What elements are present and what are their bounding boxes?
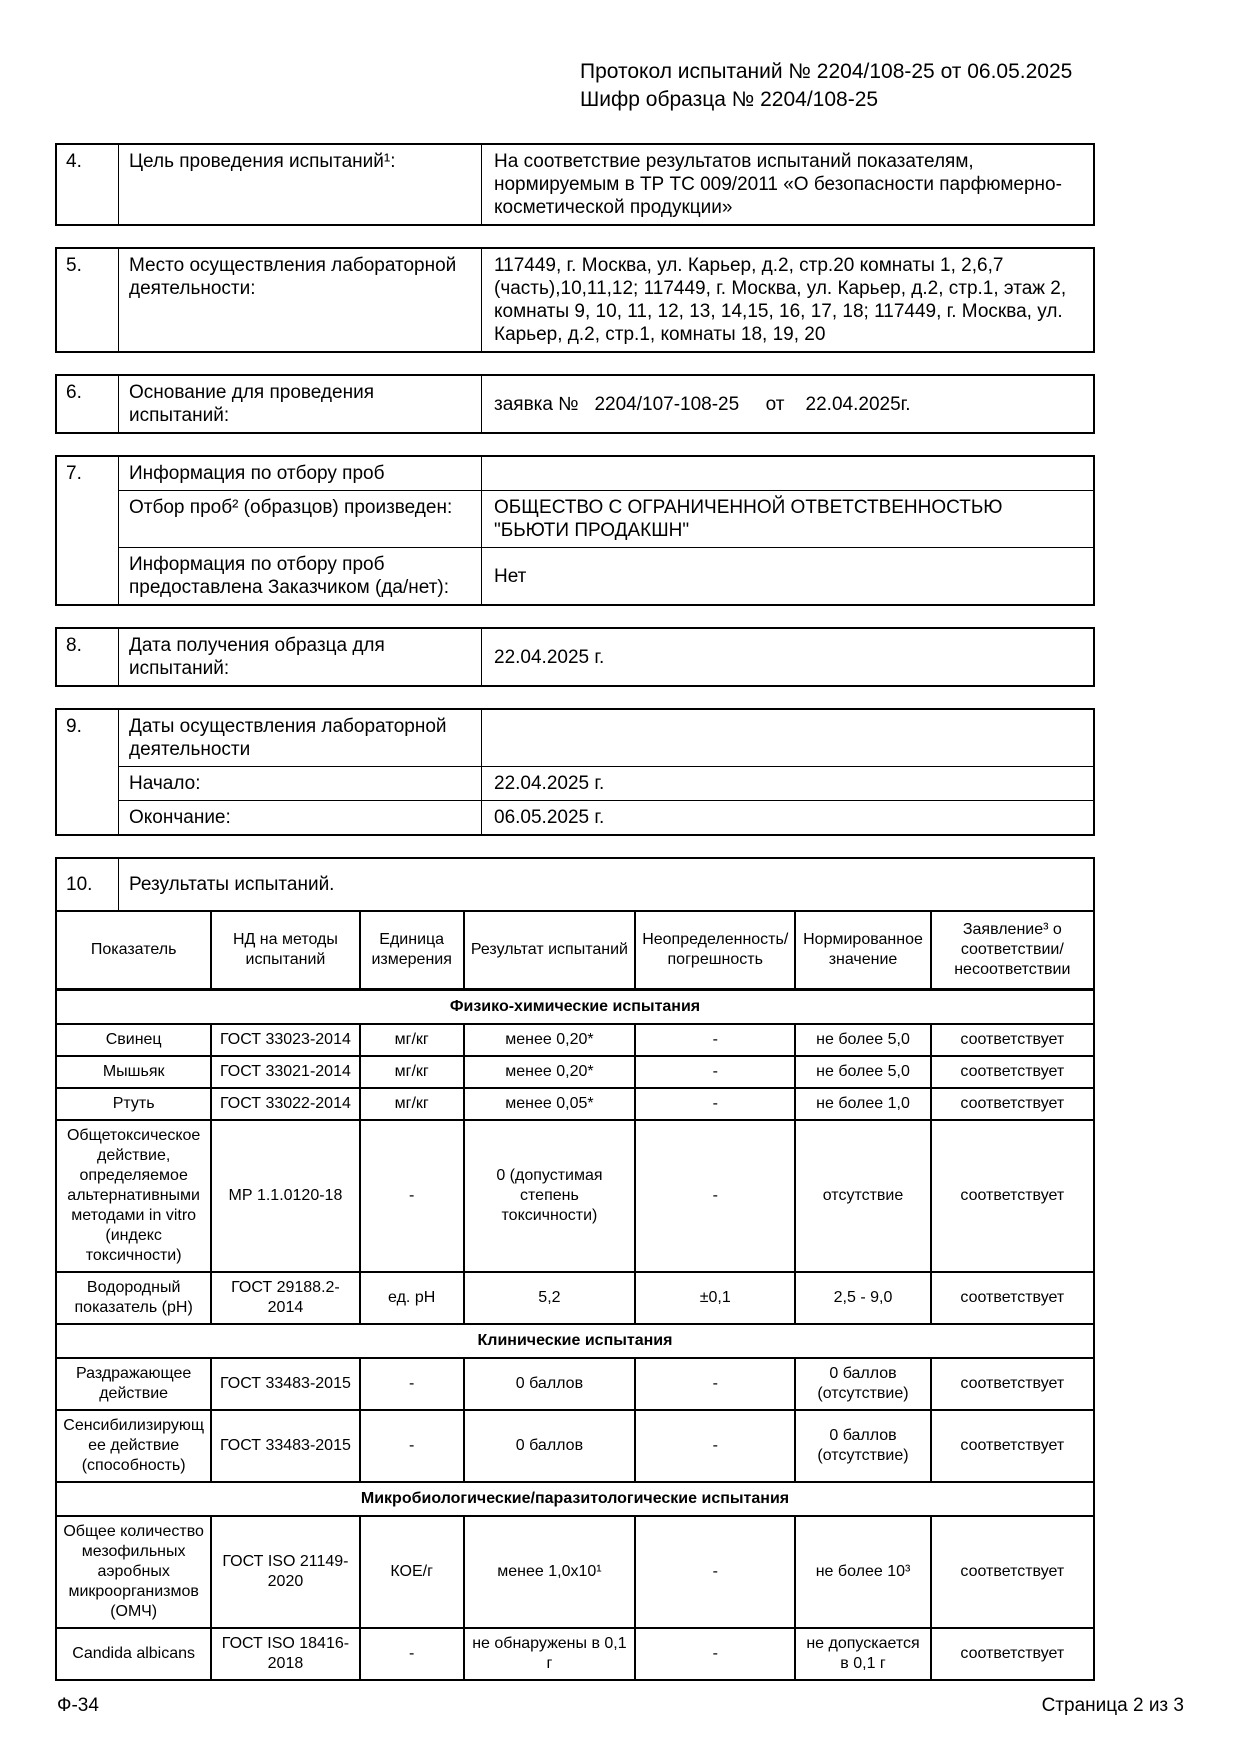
- table-row: [56, 144, 1094, 225]
- result-row: [56, 1024, 1094, 1056]
- result-row: [56, 1056, 1094, 1088]
- result-cell: -: [360, 1358, 464, 1410]
- result-cell: -: [635, 1516, 795, 1628]
- result-cell: -: [635, 1056, 795, 1088]
- results-header-cell: Нормированное значение: [795, 911, 930, 990]
- section-value: заявка № 2204/107-108-25 от 22.04.2025г.: [482, 375, 1095, 433]
- sample-code-line: Шифр образца № 2204/108-25: [580, 88, 879, 111]
- result-cell: ГОСТ 33023-2014: [211, 1024, 359, 1056]
- section-4-table: [55, 143, 1095, 226]
- result-cell: -: [635, 1410, 795, 1482]
- section-number: 9.: [56, 709, 119, 835]
- result-cell: менее 1,0x10¹: [464, 1516, 635, 1628]
- result-cell: ±0,1: [635, 1272, 795, 1324]
- result-cell: -: [635, 1628, 795, 1680]
- result-cell: -: [360, 1120, 464, 1272]
- result-cell: соответствует: [931, 1516, 1094, 1628]
- document-header: [580, 58, 1072, 114]
- result-cell: соответствует: [931, 1358, 1094, 1410]
- section-header-cell: Микробиологические/паразитологические испытания: [56, 1482, 1094, 1516]
- result-cell: -: [635, 1088, 795, 1120]
- section-header-cell: Клинические испытания: [56, 1324, 1094, 1358]
- result-cell: не более 5,0: [795, 1024, 930, 1056]
- section-10-table: [55, 857, 1095, 912]
- result-cell: не обнаружены в 0,1 г: [464, 1628, 635, 1680]
- result-cell: -: [635, 1358, 795, 1410]
- result-cell: ГОСТ 33022-2014: [211, 1088, 359, 1120]
- results-table: [55, 910, 1095, 1681]
- section-value: 06.05.2025 г.: [482, 801, 1095, 836]
- result-cell: Ртуть: [56, 1088, 211, 1120]
- section-value: [482, 456, 1095, 491]
- section-value: [482, 709, 1095, 767]
- result-cell: соответствует: [931, 1272, 1094, 1324]
- result-cell: отсутствие: [795, 1120, 930, 1272]
- result-cell: ГОСТ 33483-2015: [211, 1410, 359, 1482]
- section-value: 22.04.2025 г.: [482, 767, 1095, 801]
- section-7-table: [55, 455, 1095, 606]
- section-number: 6.: [56, 375, 119, 433]
- result-row: [56, 1628, 1094, 1680]
- table-row: [56, 709, 1094, 767]
- section-label: Отбор проб² (образцов) произведен:: [119, 491, 482, 548]
- table-row: [56, 375, 1094, 433]
- result-cell: 2,5 - 9,0: [795, 1272, 930, 1324]
- result-row: [56, 1516, 1094, 1628]
- result-cell: ГОСТ 29188.2-2014: [211, 1272, 359, 1324]
- result-cell: -: [360, 1628, 464, 1680]
- results-header-cell: Результат испытаний: [464, 911, 635, 990]
- result-cell: менее 0,05*: [464, 1088, 635, 1120]
- section-8-table: [55, 627, 1095, 687]
- result-cell: КОЕ/г: [360, 1516, 464, 1628]
- section-5-table: [55, 247, 1095, 353]
- section-9-table: [55, 708, 1095, 836]
- result-cell: ГОСТ 33483-2015: [211, 1358, 359, 1410]
- results-header-row: [56, 911, 1094, 990]
- result-cell: 0 баллов: [464, 1410, 635, 1482]
- section-number: 10.: [56, 858, 119, 911]
- form-code: Ф-34: [57, 1695, 99, 1716]
- result-cell: соответствует: [931, 1120, 1094, 1272]
- table-row: [56, 767, 1094, 801]
- section-label: Начало:: [119, 767, 482, 801]
- result-row: [56, 1120, 1094, 1272]
- result-cell: не допускается в 0,1 г: [795, 1628, 930, 1680]
- result-cell: ГОСТ ISO 18416-2018: [211, 1628, 359, 1680]
- result-cell: мг/кг: [360, 1088, 464, 1120]
- page-number: Страница 2 из 3: [1041, 1695, 1184, 1716]
- section-header-row: [56, 990, 1094, 1025]
- result-cell: Раздражающее действие: [56, 1358, 211, 1410]
- section-number: 4.: [56, 144, 119, 225]
- result-cell: не более 10³: [795, 1516, 930, 1628]
- section-6-table: [55, 374, 1095, 434]
- section-label: Цель проведения испытаний¹:: [119, 144, 482, 225]
- table-row: [56, 548, 1094, 606]
- result-cell: Candida albicans: [56, 1628, 211, 1680]
- result-cell: ед. pH: [360, 1272, 464, 1324]
- results-header-cell: Неопределенность/ погрешность: [635, 911, 795, 990]
- table-row: [56, 456, 1094, 491]
- section-header-row: [56, 1482, 1094, 1516]
- result-cell: менее 0,20*: [464, 1056, 635, 1088]
- result-row: [56, 1272, 1094, 1324]
- result-row: [56, 1410, 1094, 1482]
- result-cell: соответствует: [931, 1056, 1094, 1088]
- results-header-cell: Единица измерения: [360, 911, 464, 990]
- table-row: [56, 801, 1094, 836]
- section-label: Результаты испытаний.: [119, 858, 1095, 911]
- section-number: 5.: [56, 248, 119, 352]
- section-label: Информация по отбору проб предоставлена Заказчиком (да/нет):: [119, 548, 482, 606]
- result-cell: соответствует: [931, 1628, 1094, 1680]
- section-value: 22.04.2025 г.: [482, 628, 1095, 686]
- section-label: Основание для проведения испытаний:: [119, 375, 482, 433]
- result-cell: Мышьяк: [56, 1056, 211, 1088]
- result-cell: ГОСТ ISO 21149-2020: [211, 1516, 359, 1628]
- result-cell: Водородный показатель (pH): [56, 1272, 211, 1324]
- section-value: 117449, г. Москва, ул. Карьер, д.2, стр.20 комнаты 1, 2,6,7 (часть),10,11,12; 117449, г. Москва, ул. Карьер, д.2, стр.1, этаж 2, комнаты 9, 10, 11, 12, 13, 14,15, 16, 17, 18; 117449, г. Москва, ул. Карьер, д.2, стр.1, комнаты 18, 19, 20: [482, 248, 1095, 352]
- section-number: 8.: [56, 628, 119, 686]
- result-cell: соответствует: [931, 1088, 1094, 1120]
- result-cell: соответствует: [931, 1410, 1094, 1482]
- result-cell: ГОСТ 33021-2014: [211, 1056, 359, 1088]
- result-cell: 0 (допустимая степень токсичности): [464, 1120, 635, 1272]
- result-cell: мг/кг: [360, 1056, 464, 1088]
- results-header-cell: Показатель: [56, 911, 211, 990]
- protocol-number-line: Протокол испытаний № 2204/108-25 от 06.05.2025: [580, 60, 1073, 83]
- section-number: 7.: [56, 456, 119, 605]
- result-cell: Общетоксическое действие, определяемое альтернативными методами in vitro (индекс токсичности): [56, 1120, 211, 1272]
- table-row: [56, 248, 1094, 352]
- section-label: Место осуществления лабораторной деятельности:: [119, 248, 482, 352]
- document-content: [55, 143, 1095, 1681]
- result-cell: соответствует: [931, 1024, 1094, 1056]
- result-cell: -: [635, 1120, 795, 1272]
- results-body: [56, 990, 1094, 1681]
- results-header-cell: НД на методы испытаний: [211, 911, 359, 990]
- section-header-row: [56, 1324, 1094, 1358]
- result-row: [56, 1088, 1094, 1120]
- result-cell: Общее количество мезофильных аэробных микроорганизмов (ОМЧ): [56, 1516, 211, 1628]
- section-header-cell: Физико-химические испытания: [56, 990, 1094, 1025]
- result-cell: 0 баллов (отсутствие): [795, 1358, 930, 1410]
- result-row: [56, 1358, 1094, 1410]
- result-cell: Свинец: [56, 1024, 211, 1056]
- results-header-cell: Заявление³ о соответствии/ несоответствии: [931, 911, 1094, 990]
- result-cell: -: [360, 1410, 464, 1482]
- result-cell: менее 0,20*: [464, 1024, 635, 1056]
- result-cell: 5,2: [464, 1272, 635, 1324]
- section-value: ОБЩЕСТВО С ОГРАНИЧЕННОЙ ОТВЕТСТВЕННОСТЬЮ "БЬЮТИ ПРОДАКШН": [482, 491, 1095, 548]
- result-cell: 0 баллов: [464, 1358, 635, 1410]
- section-label: Даты осуществления лабораторной деятельности: [119, 709, 482, 767]
- section-label: Информация по отбору проб: [119, 456, 482, 491]
- result-cell: не более 1,0: [795, 1088, 930, 1120]
- result-cell: не более 5,0: [795, 1056, 930, 1088]
- result-cell: МР 1.1.0120-18: [211, 1120, 359, 1272]
- section-label: Окончание:: [119, 801, 482, 836]
- section-value: На соответствие результатов испытаний показателям, нормируемым в ТР ТС 009/2011 «О безопасности парфюмерно-косметической продукции»: [482, 144, 1095, 225]
- result-cell: Сенсибилизирующее действие (способность): [56, 1410, 211, 1482]
- table-row: [56, 628, 1094, 686]
- section-label: Дата получения образца для испытаний:: [119, 628, 482, 686]
- section-value: Нет: [482, 548, 1095, 606]
- table-row: [56, 858, 1094, 911]
- table-row: [56, 491, 1094, 548]
- result-cell: -: [635, 1024, 795, 1056]
- result-cell: 0 баллов (отсутствие): [795, 1410, 930, 1482]
- result-cell: мг/кг: [360, 1024, 464, 1056]
